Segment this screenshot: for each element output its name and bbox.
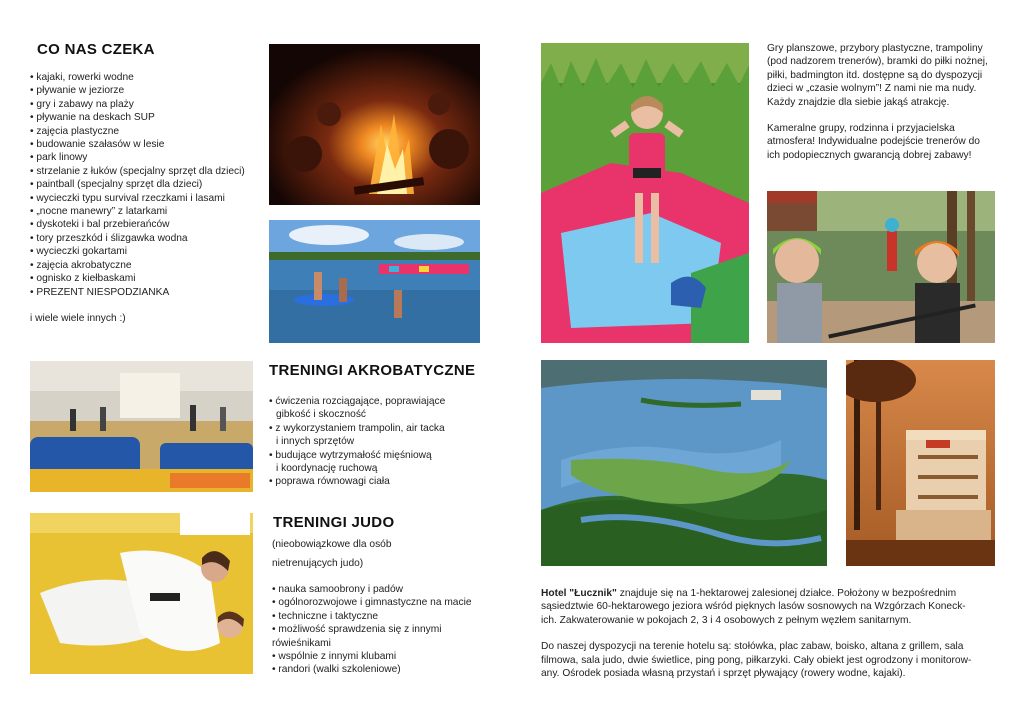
lake-photo xyxy=(269,220,480,343)
list-item-continuation: rówieśnikami xyxy=(272,637,331,649)
text-line: dzieci w „czasie wolnym”! Z nami nie ma nudy. xyxy=(767,83,977,95)
judo-list xyxy=(272,583,472,677)
list-item: • wycieczki gokartami xyxy=(30,245,245,258)
co-nas-czeka-footer: i wiele wiele innych :) xyxy=(30,313,126,324)
games-paragraph xyxy=(767,42,988,109)
text-line: filmowa, sala judo, dwie świetlice, ping pong, piłkarzyki. Cały obiekt jest ogrodzony i monitorow- xyxy=(541,654,972,666)
list-item: • zajęcia akrobatyczne xyxy=(30,259,245,272)
list-item: • z wykorzystaniem trampolin, air tacka xyxy=(269,422,445,435)
text-line: Gry planszowe, przybory plastyczne, trampoliny xyxy=(767,43,983,54)
list-item: • budujące wytrzymałość mięśniową xyxy=(269,449,445,462)
co-nas-czeka-list xyxy=(30,71,245,299)
co-nas-czeka-heading: CO NAS CZEKA xyxy=(37,41,155,58)
list-item: • PREZENT NIESPODZIANKA xyxy=(30,286,245,299)
list-item: • wycieczki typu survival rzeczkami i lasami xyxy=(30,192,245,205)
treningi-judo-heading: TRENINGI JUDO xyxy=(273,514,395,531)
text-line: Do naszej dyspozycji na terenie hotelu są: stołówka, plac zabaw, boisko, altana z grillem, sala xyxy=(541,641,964,653)
hotel-photo xyxy=(846,360,995,566)
list-item: • ognisko z kiełbaskami xyxy=(30,272,245,285)
text-line: (pod nadzorem trenerów), bramki do piłki nożnej, xyxy=(767,56,988,68)
list-item: • randori (walki szkoleniowe) xyxy=(272,663,472,676)
list-item: • gry i zabawy na plaży xyxy=(30,98,245,111)
list-item: • możliwość sprawdzenia się z innymi xyxy=(272,623,472,636)
list-item: • tory przeszkód i ślizgawka wodna xyxy=(30,232,245,245)
text-line: ich podopiecznych gwarancją dobrej zabawy! xyxy=(767,149,972,161)
list-item-continuation: i koordynację ruchową xyxy=(276,463,378,475)
list-item: • „nocne manewry” z latarkami xyxy=(30,205,245,218)
judo-photo xyxy=(30,513,253,674)
text-line: Kameralne grupy, rodzinna i przyjacielska xyxy=(767,123,955,134)
hotel-description xyxy=(541,587,1001,680)
list-item: • strzelanie z łuków (specjalny sprzęt dla dzieci) xyxy=(30,165,245,178)
text-line: atmosfera! Indywidualne podejście trenerów do xyxy=(767,136,980,148)
list-item: • zajęcia plastyczne xyxy=(30,125,245,138)
text-line: sąsiedztwie 60-hektarowego jeziora wśród pięknych lasów sosnowych na Wzgórzach Koneck- xyxy=(541,601,966,613)
list-item: • budowanie szałasów w lesie xyxy=(30,138,245,151)
hotel-name: Hotel "Łucznik" xyxy=(541,588,617,599)
campfire-photo xyxy=(269,44,480,205)
list-item: • pływanie na deskach SUP xyxy=(30,111,245,124)
list-item: • pływanie w jeziorze xyxy=(30,84,245,97)
list-item: • ćwiczenia rozciągające, poprawiające xyxy=(269,395,445,408)
list-item: • park linowy xyxy=(30,151,245,164)
treningi-akrobatyczne-heading: TRENINGI AKROBATYCZNE xyxy=(269,362,476,379)
text-line xyxy=(541,587,1001,600)
list-item: • ogólnorozwojowe i gimnastyczne na macie xyxy=(272,596,472,609)
hotel-line-1: znajduje się na 1-hektarowej zalesionej działce. Położony w bezpośrednim xyxy=(616,588,957,599)
text-line: ich. Zakwaterowanie w pokojach 2, 3 i 4 osobowych z pełnym węzłem sanitarnym. xyxy=(541,614,912,626)
text-line: any. Ośrodek posiada własną przystań i sprzęt pływający (rowery wodne, kajaki). xyxy=(541,668,906,680)
aerial-lake-photo xyxy=(541,360,827,566)
judo-subtitle-line: nietrenujących judo) xyxy=(272,558,364,569)
list-item: • techniczne i taktyczne xyxy=(272,610,472,623)
judo-subtitle xyxy=(272,535,392,573)
list-item: • kajaki, rowerki wodne xyxy=(30,71,245,84)
list-item: • nauka samoobrony i padów xyxy=(272,583,472,596)
groups-paragraph xyxy=(767,122,980,162)
list-item-continuation: gibkość i skoczność xyxy=(276,409,367,421)
rope-park-photo xyxy=(767,191,995,343)
list-item: • paintball (specjalny sprzęt dla dzieci) xyxy=(30,178,245,191)
gym-photo xyxy=(30,361,253,492)
list-item: • dyskoteki i bal przebierańców xyxy=(30,218,245,231)
girl-pedal-boat-photo xyxy=(541,43,749,343)
text-line: Każdy znajdzie dla siebie jakąś atrakcję. xyxy=(767,96,950,108)
list-item: • poprawa równowagi ciała xyxy=(269,475,445,488)
akrobatyczne-list xyxy=(269,395,445,489)
judo-subtitle-line: (nieobowiązkowe dla osób xyxy=(272,539,392,550)
list-item: • wspólnie z innymi klubami xyxy=(272,650,472,663)
list-item-continuation: i innych sprzętów xyxy=(276,436,355,448)
text-line: piłki, badmington itd. dostępne są do dyspozycji xyxy=(767,69,983,81)
